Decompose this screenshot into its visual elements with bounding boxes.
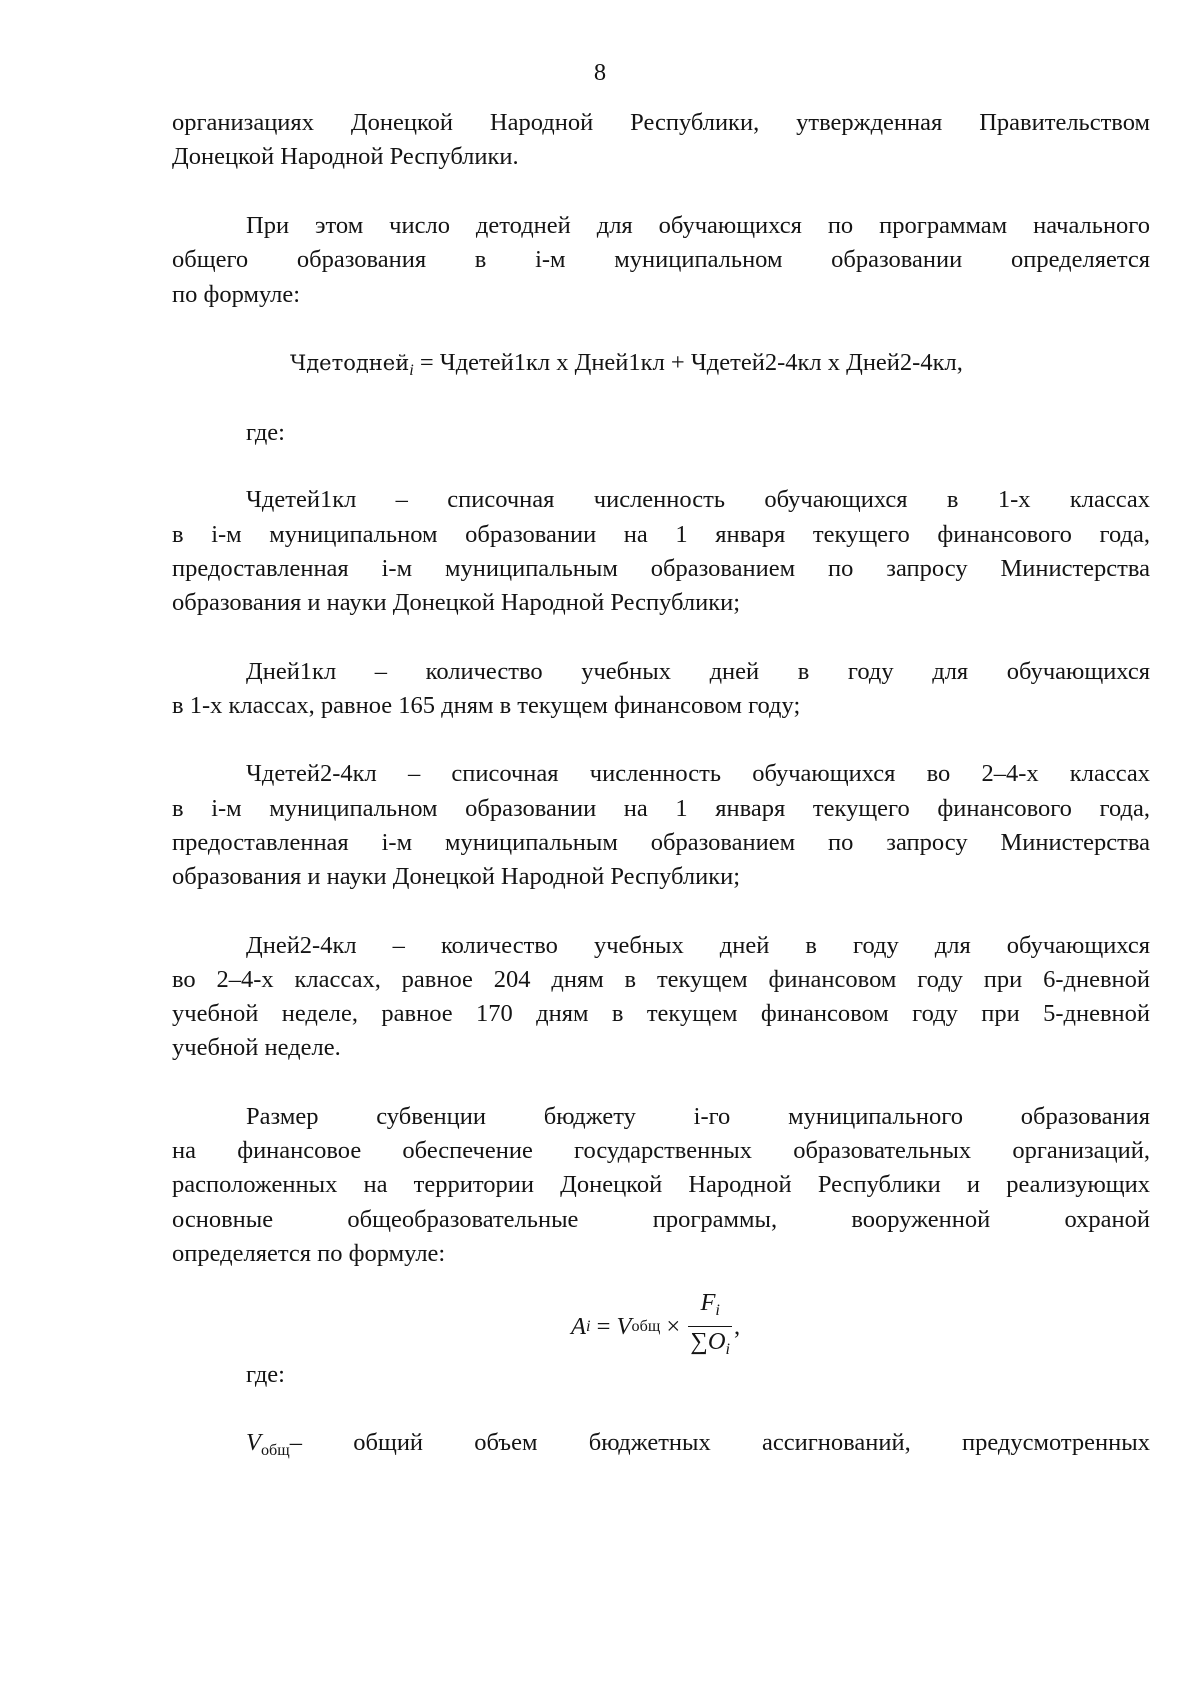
page-number: 8 (593, 59, 607, 86)
text-line: определяется по формуле: (172, 1240, 446, 1267)
where-label: где: (246, 419, 285, 446)
paragraph-first-line: Чдетей2-4кл – списочная численность обучающихся во 2–4-х классах (246, 760, 1150, 787)
text-line: расположенных на территории Донецкой Народной Республики и реализующих (172, 1171, 1150, 1198)
formula-sigma: ∑ (690, 1328, 708, 1356)
formula-a: A (571, 1312, 586, 1340)
formula-denominator: O (707, 1328, 726, 1356)
paragraph-first-line: При этом число детодней для обучающихся по программам начального (246, 212, 1150, 239)
formula-times: × (660, 1312, 687, 1340)
formula-numerator-subscript: i (715, 1302, 720, 1320)
formula-equals: = (590, 1312, 617, 1340)
text-line: основные общеобразовательные программы, вооруженной охраной (172, 1206, 1150, 1233)
paragraph-first-line (246, 1426, 1150, 1460)
formula-rhs: = Чдетей1кл х Дней1кл + Чдетей2-4кл х Дней2-4кл, (413, 349, 963, 376)
formula-fraction (688, 1288, 732, 1365)
paragraph-first-line: Дней1кл – количество учебных дней в году для обучающихся (246, 658, 1150, 685)
text-line: учебной неделе, равное 170 дням в текущем финансовом году при 5-дневной (172, 1000, 1150, 1027)
paragraph-first-line: Размер субвенции бюджету i-го муниципального образования (246, 1103, 1150, 1130)
formula-denominator-subscript: i (725, 1341, 731, 1359)
text-line: Донецкой Народной Республики. (172, 143, 519, 170)
text-line: образования и науки Донецкой Народной Республики; (172, 589, 741, 616)
text-line: на финансовое обеспечение государственных образовательных организаций, (172, 1137, 1150, 1164)
text-line: в i-м муниципальном образовании на 1 января текущего финансового года, (172, 795, 1150, 822)
formula-numerator: F (700, 1289, 716, 1316)
text-line: предоставленная i-м муниципальным образованием по запросу Министерства (172, 555, 1150, 582)
formula-trailing-comma: , (734, 1312, 741, 1340)
formula-lhs: Чдетодней (290, 351, 410, 375)
text-line: во 2–4-х классах, равное 204 дням в текущем финансовом году при 6-дневной (172, 966, 1150, 993)
where-label: где: (246, 1361, 285, 1388)
formula-lhs-subscript: i (409, 362, 414, 380)
text-line: в i-м муниципальном образовании на 1 января текущего финансового года, (172, 521, 1150, 548)
v-term-subscript: общ (260, 1442, 290, 1460)
formula-v-subscript: общ (631, 1317, 661, 1335)
text-line-rest: – общий объем бюджетных ассигнований, предусмотренных (289, 1429, 1150, 1456)
text-line: учебной неделе. (172, 1034, 341, 1061)
formula-a-subscript: i (585, 1317, 591, 1335)
text-line: по формуле: (172, 281, 301, 308)
text-line: организациях Донецкой Народной Республики, утвержденная Правительством (172, 109, 1150, 136)
formula-subvention (571, 1288, 740, 1365)
text-line: в 1-х классах, равное 165 дням в текущем финансовом году; (172, 692, 801, 719)
text-line: предоставленная i-м муниципальным образованием по запросу Министерства (172, 829, 1150, 856)
paragraph-first-line: Чдетей1кл – списочная численность обучающихся в 1-х классах (246, 486, 1150, 513)
paragraph-first-line: Дней2-4кл – количество учебных дней в году для обучающихся (246, 932, 1150, 959)
text-line: образования и науки Донецкой Народной Республики; (172, 863, 741, 890)
formula-v: V (616, 1312, 632, 1340)
formula-child-days (290, 346, 963, 388)
text-line: общего образования в i-м муниципальном образовании определяется (172, 246, 1150, 273)
v-term: V (246, 1429, 261, 1456)
